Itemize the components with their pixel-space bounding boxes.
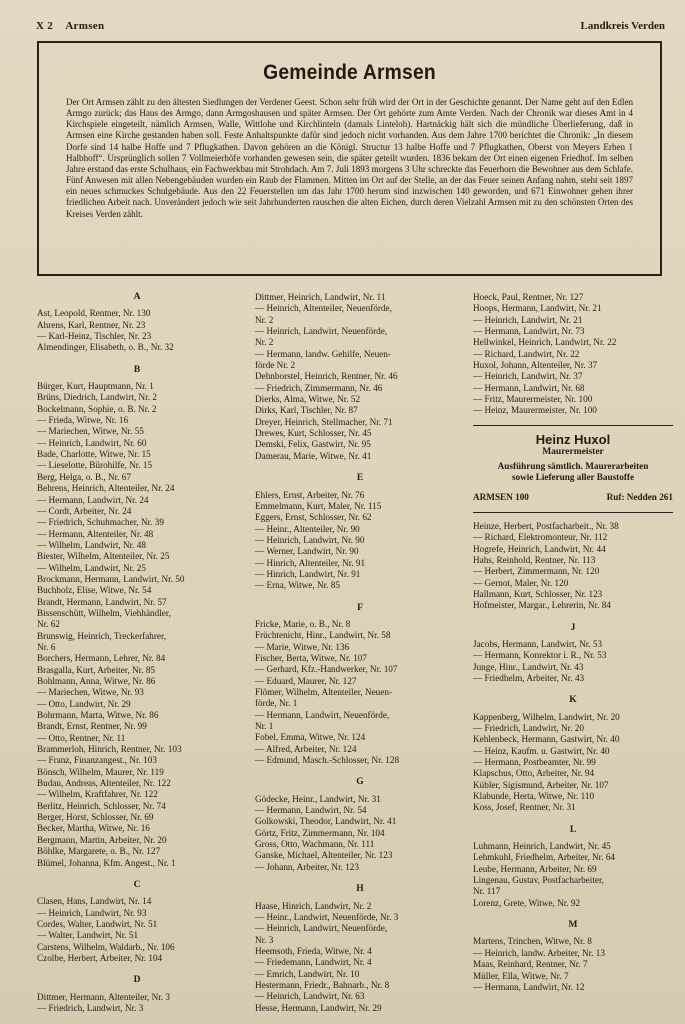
advertisement-huxol (473, 425, 673, 513)
directory-entry: — Mariechen, Witwe, Nr. 55 (37, 426, 144, 437)
directory-entry: — Heinrich, Landwirt, Nr. 37 (473, 371, 583, 382)
directory-entry: Hoops, Hermann, Landwirt, Nr. 21 (473, 303, 602, 314)
directory-entry: — Johann, Arbeiter, Nr. 123 (255, 861, 359, 872)
directory-entry: Damerau, Marie, Witwe, Nr. 41 (255, 450, 372, 461)
directory-entry: Ganske, Michael, Altenteiler, Nr. 123 (255, 850, 393, 861)
directory-entry: — Hermann, landw. Gehilfe, Neuen- (255, 348, 391, 359)
directory-entry: — Hermann, Landwirt, Neuenförde, (255, 709, 390, 720)
directory-entry: — Heinrich, landw. Arbeiter, Nr. 13 (473, 947, 605, 958)
intro-title: Gemeinde Armsen (263, 61, 436, 84)
directory-entry: Hofmeister, Margar., Lehrerin, Nr. 84 (473, 600, 611, 611)
directory-entry: Ahrens, Karl, Rentner, Nr. 23 (37, 319, 146, 330)
directory-entry: — Otto, Rentner, Nr. 11 (37, 732, 126, 743)
directory-entry: — Wilhelm, Landwirt, Nr. 48 (37, 539, 146, 550)
page-header-left (36, 20, 104, 32)
directory-entry: — Heinrich, Landwirt, Nr. 60 (37, 437, 147, 448)
letter-heading: F (357, 602, 363, 613)
directory-entry: Kehlenbeck, Hermann, Gastwirt, Nr. 40 (473, 734, 620, 745)
directory-entry: Jacobs, Hermann, Landwirt, Nr. 53 (473, 638, 603, 649)
directory-entry: — Heinrich, Landwirt, Neuenförde, (255, 923, 388, 934)
directory-entry: — Franz, Finanzangest., Nr. 103 (37, 755, 157, 766)
directory-entry: Berlitz, Heinrich, Schlosser, Nr. 74 (37, 800, 166, 811)
directory-entry: — Gernot, Maler, Nr. 120 (473, 577, 569, 588)
directory-entry: Bade, Charlotte, Witwe, Nr. 15 (37, 449, 151, 460)
directory-entry: Ast, Leopold, Rentner, Nr. 130 (37, 308, 151, 319)
letter-heading: K (569, 695, 577, 706)
ad-address: ARMSEN 100 (473, 492, 529, 503)
directory-entry: Bissenschütt, Wilhelm, Viehhändler, (37, 607, 171, 618)
directory-entry: — Karl-Heinz, Tischler, Nr. 23 (37, 331, 152, 342)
directory-entry: — Hermann, Konrektor i. R., Nr. 53 (473, 650, 607, 661)
directory-entry: Golkowski, Theodor, Landwirt, Nr. 41 (255, 816, 397, 827)
directory-entry: Dehnborstel, Heinrich, Rentner, Nr. 46 (255, 371, 398, 382)
directory-entry: — Werner, Landwirt, Nr. 90 (255, 546, 359, 557)
directory-entry: — Friedrich, Landwirt, Nr. 20 (473, 722, 584, 733)
directory-entry: — Emrich, Landwirt, Nr. 10 (255, 968, 360, 979)
directory-entry: — Hinrich, Landwirt, Nr. 91 (255, 568, 361, 579)
directory-entry: Fischer, Berta, Witwe, Nr. 107 (255, 652, 367, 663)
directory-entry: Fricke, Marie, o. B., Nr. 8 (255, 618, 351, 629)
directory-entry: — Eduard, Maurer, Nr. 127 (255, 675, 357, 686)
directory-entry: — Cordt, Arbeiter, Nr. 24 (37, 505, 132, 516)
directory-entry: Bockelmann, Sophie, o. B. Nr. 2 (37, 403, 157, 414)
directory-entry: Kappenberg, Wilhelm, Landwirt, Nr. 20 (473, 711, 620, 722)
directory-entry: — Mariechen, Witwe, Nr. 93 (37, 687, 144, 698)
directory-entry: Berg, Helga, o. B., Nr. 67 (37, 471, 131, 482)
directory-entry: Hogrefe, Heinrich, Landwirt, Nr. 44 (473, 543, 606, 554)
directory-entry: förde, Nr. 1 (255, 698, 298, 709)
directory-entry: Heinze, Herbert, Postfacharbeit., Nr. 38 (473, 520, 619, 531)
directory-entry: Brandt, Hermann, Landwirt, Nr. 57 (37, 596, 167, 607)
directory-entry: — Friedrich, Landwirt, Nr. 3 (37, 1002, 144, 1013)
letter-heading: A (133, 292, 141, 302)
directory-entry: Nr. 1 (255, 721, 274, 732)
section-gap (473, 814, 673, 825)
letter-heading: G (356, 777, 364, 788)
directory-entry: — Friedrich, Schuhmacher, Nr. 39 (37, 517, 164, 528)
directory-entry: Almendinger, Elisabeth, o. B., Nr. 32 (37, 342, 174, 353)
directory-entry: — Hermann, Landwirt, Nr. 12 (473, 981, 585, 992)
ad-description (473, 461, 673, 483)
directory-entry: Luhmann, Heinrich, Landwirt, Nr. 45 (473, 841, 611, 852)
letter-heading: J (570, 622, 576, 633)
letter-heading: L (569, 824, 577, 835)
directory-entry: Brandt, Ernst, Rentner, Nr. 99 (37, 721, 147, 732)
directory-entry: Clasen, Hans, Landwirt, Nr. 14 (37, 896, 152, 907)
directory-entry: — Herbert, Zimmermann, Nr. 120 (473, 566, 600, 577)
ad-contact-row (473, 492, 673, 503)
directory-entry: — Alfred, Arbeiter, Nr. 124 (255, 743, 357, 754)
directory-entry: Brasgalla, Kurt, Arbeiter, Nr. 85 (37, 664, 156, 675)
directory-entry: Heemsoth, Frieda, Witwe, Nr. 4 (255, 945, 372, 956)
directory-entry: — Hermann, Altenteiler, Nr. 48 (37, 528, 154, 539)
directory-entry: Hellwinkel, Heinrich, Landwirt, Nr. 22 (473, 337, 617, 348)
directory-entry: Czolbe, Herbert, Arbeiter, Nr. 104 (37, 952, 163, 963)
directory-entry: — Lieselotte, Bürohilfe, Nr. 15 (37, 460, 153, 471)
ad-line-1: Ausführung sämtlich. Maurerarbeiten (497, 461, 649, 472)
section-gap (37, 964, 237, 975)
directory-entry: — Heinrich, Landwirt, Neuenförde, (255, 326, 388, 337)
directory-entry: Maas, Reinhard, Rentner, Nr. 7 (473, 959, 588, 970)
directory-entry: Haase, Hinrich, Landwirt, Nr. 2 (255, 900, 372, 911)
directory-entry: Buchholz, Elise, Witwe, Nr. 54 (37, 585, 152, 596)
directory-entry: Bürger, Kurt, Hauptmann, Nr. 1 (37, 381, 154, 392)
section-gap (473, 909, 673, 920)
directory-entry: Brunswig, Heinrich, Treckerfahrer, (37, 630, 166, 641)
directory-entry: Lingenau, Gustav, Postfacharbeiter, (473, 875, 604, 886)
directory-entry: — Heinrich, Landwirt, Nr. 93 (37, 907, 147, 918)
directory-entry: Dierks, Alma, Witwe, Nr. 52 (255, 394, 361, 405)
directory-entry: Böhlke, Margarete, o. B., Nr. 127 (37, 846, 161, 857)
directory-entry: Brammerloh, Hinrich, Rentner, Nr. 103 (37, 744, 182, 755)
directory-entry: Gross, Otto, Wachmann, Nr. 111 (255, 839, 375, 850)
directory-entry: Dreyer, Heinrich, Stellmacher, Nr. 71 (255, 416, 393, 427)
directory-entry: Bohlmann, Anna, Witwe, Nr. 86 (37, 676, 156, 686)
directory-entry: — Friedrich, Zimmermann, Nr. 46 (255, 382, 383, 393)
page-number: X 2 (36, 20, 54, 32)
directory-entry: Berger, Horst, Schlosser, Nr. 69 (37, 812, 154, 823)
directory-entry: Müller, Ella, Witwe, Nr. 7 (473, 970, 569, 981)
directory-entry: Lehmkuhl, Friedhelm, Arbeiter, Nr. 64 (473, 852, 616, 863)
section-gap (473, 612, 673, 623)
directory-entry: Ehlers, Ernst, Arbeiter, Nr. 76 (255, 489, 365, 500)
directory-entry: Gödecke, Heinr., Landwirt, Nr. 31 (255, 793, 381, 804)
letter-heading: M (568, 920, 578, 931)
directory-entry: Bönsch, Wilhelm, Maurer, Nr. 119 (37, 766, 164, 777)
directory-entry: Dittmer, Heinrich, Landwirt, Nr. 11 (255, 292, 386, 302)
section-gap (255, 462, 465, 473)
directory-entry: — Heinr., Altenteiler, Nr. 90 (255, 523, 360, 534)
directory-entry: Martens, Trinchen, Witwe, Nr. 8 (473, 936, 592, 947)
directory-entry: — Heinrich, Landwirt, Nr. 90 (255, 534, 365, 545)
directory-entry: Budau, Andreas, Altenteiler, Nr. 122 (37, 778, 171, 789)
directory-entry: — Heinrich, Landwirt, Nr. 63 (255, 991, 365, 1002)
directory-entry: Emmelmann, Kurt, Maler, Nr. 115 (255, 500, 382, 511)
directory-entry: — Frieda, Witwe, Nr. 16 (37, 415, 129, 426)
directory-column-2 (255, 292, 465, 1014)
directory-entry: — Wilhelm, Kraftfahrer, Nr. 122 (37, 789, 158, 800)
ad-line-2: sowie Lieferung aller Baustoffe (511, 472, 635, 483)
directory-entry: Nr. 117 (473, 886, 501, 897)
directory-entry: — Richard, Elektromonteur, Nr. 112 (473, 532, 608, 543)
directory-entry: Kübler, Sigismund, Arbeiter, Nr. 107 (473, 779, 609, 790)
directory-entry: — Heinz, Kaufm. u. Gastwirt, Nr. 40 (473, 745, 610, 756)
directory-entry: — Walter, Landwirt, Nr. 51 (37, 930, 139, 941)
directory-entry: Klapschus, Otto, Arbeiter, Nr. 94 (473, 768, 595, 779)
directory-entry: — Marie, Witwe, Nr. 136 (255, 641, 350, 652)
letter-heading: H (356, 884, 364, 895)
directory-entry: Flömer, Wilhelm, Altenteiler, Neuen- (255, 687, 393, 697)
directory-entry: Leube, Hermann, Arbeiter, Nr. 69 (473, 863, 597, 874)
section-gap (255, 873, 465, 884)
section-gap (37, 869, 237, 880)
town-name: Armsen (65, 20, 105, 32)
directory-entry: — Friedemann, Landwirt, Nr. 4 (255, 957, 372, 968)
directory-entry: — Hinrich, Altenteiler, Nr. 91 (255, 557, 366, 568)
ad-phone: Ruf: Nedden 261 (606, 492, 673, 503)
directory-entry: Drewes, Kurt, Schlosser, Nr. 45 (255, 428, 372, 439)
directory-entry: Görtz, Fritz, Zimmermann, Nr. 104 (255, 827, 385, 838)
directory-entry: — Hermann, Postbeamter, Nr. 99 (473, 757, 596, 767)
section-gap (473, 684, 673, 695)
directory-entry: Nr. 3 (255, 934, 274, 945)
directory-entry: — Fritz, Maurermeister, Nr. 100 (473, 394, 593, 405)
directory-entry: Hesse, Hermann, Landwirt, Nr. 29 (255, 1002, 382, 1013)
directory-entry: — Friedhelm, Arbeiter, Nr. 43 (473, 672, 585, 683)
section-gap (255, 766, 465, 777)
directory-entry: Nr. 2 (255, 314, 274, 325)
directory-entry: Früchtenicht, Hinr., Landwirt, Nr. 58 (255, 630, 391, 641)
directory-entry: Dittmer, Hermann, Altenteiler, Nr. 3 (37, 991, 170, 1002)
column-3-lower-list (473, 521, 673, 993)
column-3-upper-list (473, 292, 673, 417)
directory-entry: Hahs, Reinhold, Rentner, Nr. 113 (473, 554, 596, 565)
directory-entry: — Richard, Landwirt, Nr. 22 (473, 348, 580, 359)
directory-entry: Hallmann, Kurt, Schlosser, Nr. 123 (473, 588, 603, 599)
directory-entry: — Hermann, Landwirt, Nr. 54 (255, 805, 367, 816)
directory-entry: Demski, Felix, Gastwirt, Nr. 95 (255, 439, 371, 450)
directory-entry: — Edmund, Masch.-Schlosser, Nr. 128 (255, 755, 400, 766)
directory-entry: — Heinrich, Altenteiler, Neuenförde, (255, 303, 392, 314)
ad-company-name: Heinz Huxol (535, 431, 611, 447)
ad-profession: Maurermeister (542, 447, 604, 458)
letter-heading: E (356, 473, 364, 484)
directory-entry: Cordes, Walter, Landwirt, Nr. 51 (37, 918, 158, 929)
intro-text: Der Ort Armsen zählt zu den ältesten Siedlungen der Verdener Geest. Schon sehr früh wird der Ort in der Geschichte genannt. Der Name geht auf den Edlen Armgo zurück; das Haus des Armgo, dann Armgoshausen und später Armsen. Der Ort gehörte zum Amte Verden. Nach der Chronik war dieses Amt in 4 Kirchspiele eingeteilt, nämlich Armsen, Walle, Wittlohe und Kirchlinteln (damals Linteloh). Hartnäckig hält sich die mündliche Überlieferung, daß in Armsen eine Kirche gestanden haben soll. Feste Anhaltspunkte dafür sind jedoch nicht vorhanden. Aus dem Jahre 1700 berichtet die Chronik: „In diesem Dorfe sind 14 halbe Hoffe und 7 Pflugkathen. Davon gehören an die Königl. Structur 13 halbe Hoffe und 7 Pflugkathen, Oberst von Meyers Erben 1 Halbhoff“. Ursprünglich sollen 7 Vollmeierhöfe vorhanden gewesen sein, die später geteilt wurden. 1836 bekam der Ort einen eigenen Friedhof. Im selben Jahre erstand das erste Schulhaus, ein Fachwerkbau mit Strohdach. Am 7. Juli 1893 morgens 3 Uhr schreckte das Feuerhorn die Bewohner aus dem Schlafe. Fünf Anwesen mit allen Nebengebäuden wurden ein Raub der Flammen. Mitten im Ort auf der Stelle, an der das Feuer seinen Anfang nahm, steht seit 1897 ein neues schmuckes Schulgebäude. Aus den 22 Feuerstellen um das Jahr 1700 herum sind inzwischen 140 geworden, und 671 Einwohner gehen ihrer friedlichen Arbeit nach. Unverändert jedoch wie seit Jahrhunderten rauschen die alten Eichen, durch deren Vielzahl Armsen mit zu den schönsten Orten des Kreises Verden zählt. (66, 97, 633, 219)
directory-entry: Brockmann, Hermann, Landwirt, Nr. 50 (37, 573, 185, 584)
directory-entry: Lorenz, Grete, Witwe, Nr. 92 (473, 897, 581, 908)
intro-box (37, 41, 662, 276)
directory-entry: Huxol, Johann, Altenteiler, Nr. 37 (473, 360, 598, 371)
directory-entry: Bohrmann, Marta, Witwe, Nr. 86 (37, 710, 159, 721)
directory-entry: Eggers, Ernst, Schlosser, Nr. 62 (255, 512, 372, 523)
directory-entry: Brüns, Diedrich, Landwirt, Nr. 2 (37, 392, 157, 403)
directory-entry: förde Nr. 2 (255, 360, 296, 371)
directory-entry: Koss, Josef, Rentner, Nr. 31 (473, 802, 576, 813)
directory-entry: — Hermann, Landwirt, Nr. 68 (473, 382, 585, 393)
directory-entry: Hoeck, Paul, Rentner, Nr. 127 (473, 292, 584, 302)
district-name: Landkreis Verden (580, 20, 665, 32)
directory-entry: Nr. 62 (37, 619, 60, 630)
directory-entry: Borchers, Hermann, Lehrer, Nr. 84 (37, 653, 166, 664)
directory-entry: — Hermann, Landwirt, Nr. 73 (473, 326, 585, 337)
directory-column-3 (473, 292, 673, 993)
directory-entry: — Gerhard, Kfz.-Handwerker, Nr. 107 (255, 664, 398, 675)
section-gap (37, 354, 237, 365)
directory-entry: Junge, Hinr., Landwirt, Nr. 43 (473, 661, 584, 672)
directory-entry: Klabunde, Herta, Witwe, Nr. 110 (473, 791, 595, 802)
directory-entry: — Hermann, Landwirt, Nr. 24 (37, 494, 149, 505)
letter-heading: B (133, 364, 141, 375)
directory-entry: — Erna, Witwe, Nr. 85 (255, 580, 340, 591)
directory-entry: — Heinr., Landwirt, Neuenförde, Nr. 3 (255, 911, 399, 922)
directory-entry: — Otto, Landwirt, Nr. 29 (37, 698, 131, 709)
directory-entry: Hestermann, Friedr., Bahnarb., Nr. 8 (255, 979, 390, 990)
directory-entry: Nr. 6 (37, 641, 56, 652)
section-gap (255, 592, 465, 603)
directory-column-1 (37, 292, 237, 1014)
directory-entry: — Heinrich, Landwirt, Nr. 21 (473, 314, 583, 325)
directory-entry: Biester, Wilhelm, Altenteiler, Nr. 25 (37, 551, 170, 562)
directory-entry: Blümel, Johanna, Kfm. Angest., Nr. 1 (37, 857, 176, 868)
directory-entry: Dirks, Karl, Tischler, Nr. 87 (255, 405, 358, 416)
directory-entry: Fobel, Emma, Witwe, Nr. 124 (255, 732, 366, 743)
letter-heading: C (133, 879, 141, 890)
directory-entry: Bergmann, Martin, Arbeiter, Nr. 20 (37, 834, 167, 845)
directory-entry: — Heinz, Maurermeister, Nr. 100 (473, 405, 597, 416)
letter-heading: D (133, 975, 141, 986)
directory-entry: Nr. 2 (255, 337, 274, 348)
directory-entry: — Wilhelm, Landwirt, Nr. 25 (37, 562, 146, 573)
directory-entry: Becker, Martha, Witwe, Nr. 16 (37, 823, 150, 834)
directory-entry: Carstens, Wilhelm, Waldarb., Nr. 106 (37, 941, 175, 952)
directory-entry: Behrens, Heinrich, Altenteiler, Nr. 24 (37, 483, 175, 494)
